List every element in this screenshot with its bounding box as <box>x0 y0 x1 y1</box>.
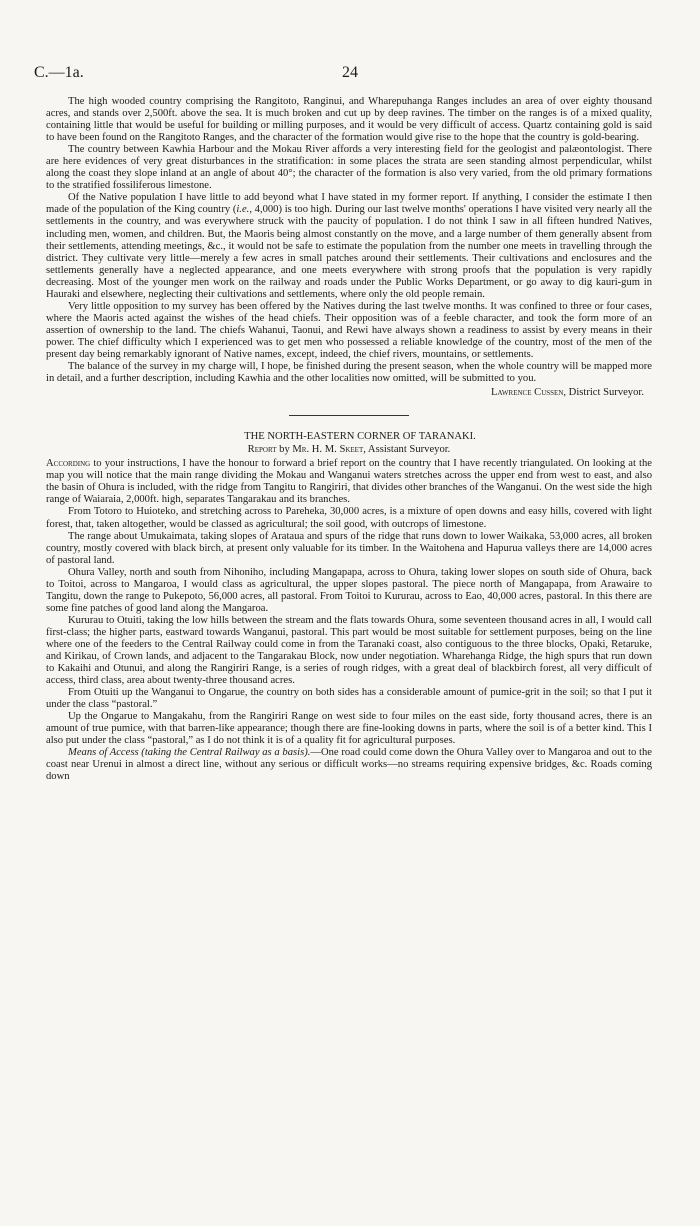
signatory-name: Lawrence Cussen <box>490 387 564 399</box>
page-number: 24 <box>342 64 358 81</box>
italic-heading: Means of Access (taking the Central Railway as a basis). <box>68 747 311 759</box>
text-span: , 4,000) is too high. During our last twelve months' operations I have visited very nearly all the settlements in the country, and was everywhere struck with the paucity of population. I do not think I saw in all fifteen hundred Natives, including men, women, and children. But, the Maoris being almost constantly on the move, and a large number of them generally absent from their settlements, attending meetings, &c., it would not be safe to estimate the population from the number one meets in travelling through the district. They cultivate very little—merely a few acres in small patches around their settlements. Their cultivations and enclosures and the settlements generally have a neglected appearance, and one meets everywhere with strong proofs that the population is very rapidly decreasing. Most of the younger men work on the railway and roads under the Public Works Department, or go away to dig kauri-gum in Hauraki and elsewhere, neglecting their cultivations and settlements, where only the old people remain. <box>46 204 652 300</box>
paragraph-opening <box>46 458 652 506</box>
signature-cussen <box>46 387 644 399</box>
paragraph: Kururau to Otuiti, taking the low hills between the stream and the flats towards Ohura, some seventeen thousand acres in all, I would call first-class; the higher parts, eastward towards Wanganui, pastoral. This part would be most suitable for settlement purposes, being on the line where one of the feeders to the Central Railway could come in from the Taranaki coast, also contiguous to the three blocks, Opaki, Retaruke, and Kirikau, of Crown lands, and adjacent to the Tangarakau Block, now under negotiation. Wharehanga Ridge, the high spurs that run down to Kakaihi and Otunui, and along the Rangiriri Range, is a series of rough ridges, with a great deal of blackbirch forest, all very difficult of access, third class, area about twenty-three thousand acres. <box>46 614 652 687</box>
report-byline <box>46 444 652 456</box>
paragraph: The balance of the survey in my charge will, I hope, be finished during the present season, when the whole country will be mapped more in detail, and a further description, including Kawhia and the other localities now omitted, will be submitted to you. <box>46 361 652 385</box>
page-header <box>34 64 666 84</box>
paragraph: From Totoro to Huioteko, and stretching across to Pareheka, 30,000 acres, is a mixture of open downs and easy hills, covered with light forest, that, taken altogether, would be classed as agricultural; the soil good, with outcrops of limestone. <box>46 506 652 530</box>
text-span: to your instructions, I have the honour to forward a brief report on the country that I have recently triangulated. On looking at the map you will notice that the main range dividing the Mokau and Wanganui waters stretches across the upper end from west to east, and also the basin of Ohura is included, with the ridge from Tangitu to Rangiriri, that divides other branches of the Wanganui. On the west side the high range of Waiaraia, 2,000ft. high, separates Tangarakau and its branches. <box>46 458 652 506</box>
report-author-title: , Assistant Surveyor. <box>363 444 451 456</box>
opening-word: According <box>46 458 91 470</box>
signatory-title: , District Surveyor. <box>563 387 644 399</box>
paragraph: Up the Ongarue to Mangakahu, from the Rangiriri Range on west side to four miles on the east side, forty thousand acres, there is an amount of true pumice, with that barren-like appearance; though there are fine-looking downs in parts, where the soil is of a better kind. This I also put under the class “pastoral,” as I do not think it is of a quality fit for agricultural purposes. <box>46 711 652 747</box>
document-body <box>46 96 652 784</box>
italic-text: i.e. <box>236 204 250 216</box>
paragraph-native-population <box>46 192 652 300</box>
paragraph: From Otuiti up the Wanganui to Ongarue, the country on both sides has a considerable amount of pumice-grit in the soil; so that I put it under the class “pastoral.” <box>46 687 652 711</box>
text-span: Of the Native population I have little to add beyond what I have stated in my former report. If anything, I consider the estimate I then made of the population of the King country ( <box>46 192 652 216</box>
paragraph: The range about Umukaimata, taking slopes of Arataua and spurs of the ridge that runs down to lower Waikaka, 53,000 acres, all broken country, mostly covered with black birch, at present only valuable for its timber. In the Waitohena and Hapurua valleys there are 14,000 acres of pastoral land. <box>46 530 652 566</box>
paragraph: The country between Kawhia Harbour and the Mokau River affords a very interesting field for the geologist and palæontologist. There are here evidences of very great disturbances in the stratification: in some places the strata are seen standing almost perpendicular, whilst along the coast they slope inland at an angle of about 40°; the character of the formation is also very varied, from the old primary formations to the stratified fossiliferous limestone. <box>46 144 652 192</box>
paragraph: Ohura Valley, north and south from Nihoniho, including Mangapapa, across to Ohura, taking lower slopes on south side of Ohura, back to Toitoi, across to Mangaroa, I would class as agricultural, the upper slopes pastoral. The piece north of Mangapapa, from Arawaire to Tangitu, down the range to Pukepoto, 56,000 acres, all pastoral. From Toitoi to Kururau, across to Eao, 40,000 acres, pastoral. In this there are some fine patches of good land along the Mangaroa. <box>46 566 652 614</box>
paragraph: The high wooded country comprising the Rangitoto, Ranginui, and Wharepuhanga Ranges includes an area of over eighty thousand acres, and stands over 2,500ft. above the sea. It is much broken and cut up by deep ravines. The timber on the ranges is of a mixed quality, containing little that would be useful for building or milling purposes, and it would be very difficult of access. Quartz containing gold is said to have been found on the Rangitoto Ranges, and the character of the formation would give rise to the hope that the country is gold-bearing. <box>46 96 652 144</box>
report-by: by <box>276 444 293 456</box>
report-word: Report <box>247 444 277 456</box>
section-title: THE NORTH-EASTERN CORNER OF TARANAKI. <box>244 431 476 443</box>
report-author: Mr. H. M. Skeet <box>292 444 364 456</box>
section-divider <box>289 415 409 416</box>
document-code: C.—1a. <box>34 64 84 81</box>
paragraph: Very little opposition to my survey has been offered by the Natives during the last twelve months. It was confined to three or four cases, where the Maoris acted against the wishes of the head chiefs. Their opposition was of a feeble character, and took the form more of an assertion of ownership to the land. The chiefs Wahanui, Taonui, and Rewi have always shown a readiness to assist by every means in their power. The chief difficulty which I experienced was to get men who possessed a reliable knowledge of the country, most of the men of the present day being remarkably ignorant of Native names, except, indeed, the chief rivers, mountains, or settlements. <box>46 300 652 360</box>
text-span: —One road could come down the Ohura Valley over to Mangaroa and out to the coast near Urenui in almost a direct line, without any serious or difficult works—no streams requiring expensive bridges, &c. Roads coming down <box>46 747 652 783</box>
paragraph-means-of-access <box>46 747 652 783</box>
